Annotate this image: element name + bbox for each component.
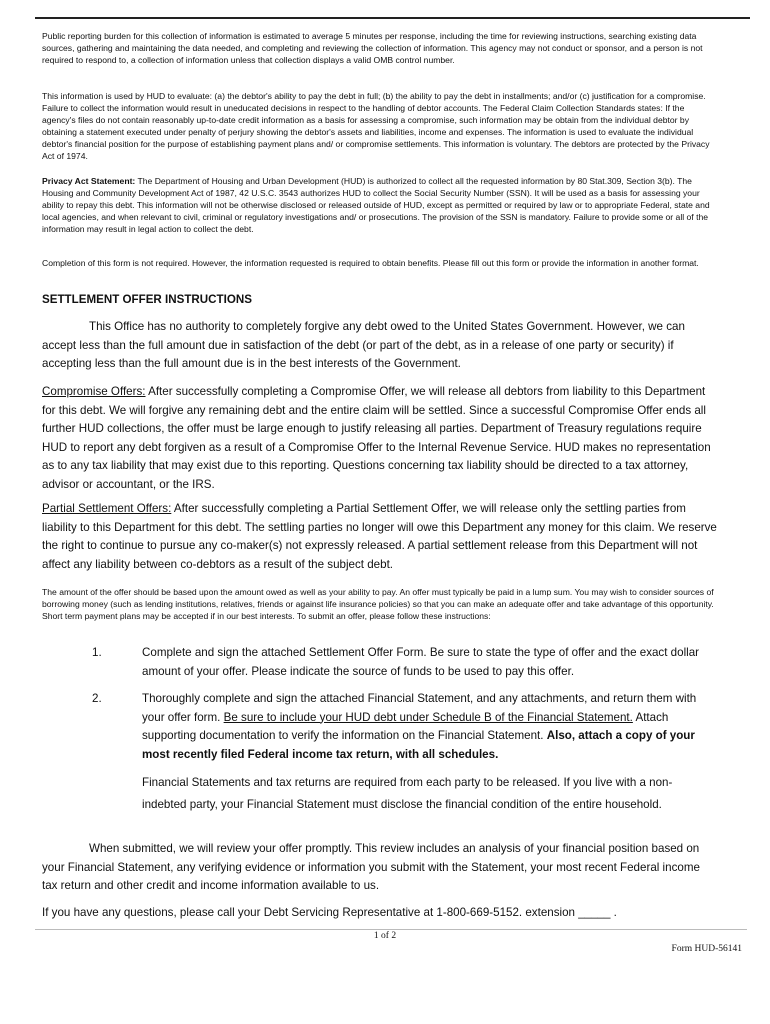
step-2-number: 2. — [92, 692, 102, 705]
burden-notice: Public reporting burden for this collection of information is estimated to average 5 minutes per response, including the time for reviewing instructions, searching existing data sources, gathering and maintaining the data needed, and completing and reviewing the collection of information. This agency may not conduct or sponsor, and a person is not required to respond to, a collection of information unless that collection displays a valid OMB control number. — [42, 31, 703, 65]
step-2-text — [142, 690, 702, 764]
step-1-text: Complete and sign the attached Settlement Offer Form. Be sure to state the type of offer and the exact dollar amount of your offer. Please indicate the source of funds to be used to pay this offer. — [142, 646, 700, 678]
form-number: Form HUD-56141 — [671, 944, 742, 954]
step-2-bold: Also, attach a copy of your most recently filed Federal income tax return, with all schedules. — [142, 729, 695, 761]
compromise-offers-label: Compromise Offers: — [42, 385, 146, 398]
privacy-act-text: The Department of Housing and Urban Development (HUD) is authorized to collect all the requested information by 80 Stat.309, Section 3(b). The Housing and Community Development Act of 1987, 42 U.S.C. 3543 authorizes HUD to collect the Social Security Number (SSN). It will be used as a basis for assessing your ability to repay this debt. This information will not be otherwise disclosed or released outside of HUD, except as permitted or required by law or to appropriate Federal, state and local agencies, and when relevant to civil, criminal or regulatory investigations and/ or prosecutions. The provision of the SSN is mandatory. Failure to provide some or all of the information may result in legal action to collect the debt. — [42, 176, 710, 234]
contact-line: If you have any questions, please call your Debt Servicing Representative at 1-800-669-5152. extension _____ . — [42, 906, 617, 919]
page-number: 1 of 2 — [373, 931, 397, 941]
partial-settlement-paragraph — [42, 500, 718, 574]
step-2-text-part: Thoroughly complete and sign the attached Financial Statement, and any attachments, and return them with your offer form. — [142, 692, 697, 724]
step-1-number: 1. — [92, 646, 102, 659]
privacy-act-statement — [42, 175, 718, 235]
step-2-note: Financial Statements and tax returns are required from each party to be released. If you live with a non-indebted party, your Financial Statement must disclose the financial condition of the entire household. — [142, 776, 673, 811]
compromise-offers-paragraph — [42, 383, 718, 494]
offer-amount-paragraph: The amount of the offer should be based upon the amount owed as well as your ability to pay. An offer must typically be paid in a lump sum. You may wish to consider sources of borrowing money (such as lending institutions, relatives, friends or against life insurance policies) so that you can make an adequate offer and take advantage of this opportunity. Short term payment plans may be accepted if in our best interests. To submit an offer, please follow these instructions: — [42, 587, 714, 621]
partial-settlement-label: Partial Settlement Offers: — [42, 502, 172, 515]
footer-rule — [35, 929, 747, 930]
intro-paragraph: This Office has no authority to completely forgive any debt owed to the United States Government. However, we can accept less than the full amount due in satisfaction of the debt (or part of the debt, as in a release of one party or security) if accepting less than the full amount due is in the best interests of the Government. — [42, 320, 685, 370]
top-rule — [35, 17, 750, 19]
step-2-text-part: Attach supporting documentation to verify the information on the Financial Statement. — [142, 710, 669, 742]
review-paragraph: When submitted, we will review your offer promptly. This review includes an analysis of your financial position based on your Financial Statement, any verifying evidence or information you submit with the Statement, your most recent Federal income tax return and other credit and income information available to us. — [42, 842, 700, 892]
privacy-act-label: Privacy Act Statement: — [42, 176, 136, 186]
step-2-underlined: Be sure to include your HUD debt under Schedule B of the Financial Statement. — [223, 710, 633, 724]
completion-notice: Completion of this form is not required. However, the information requested is required to obtain benefits. Please fill out this form or provide the information in another format. — [42, 258, 699, 268]
partial-settlement-text: After successfully completing a Partial Settlement Offer, we will release only the settling parties from liability to this Department for this debt. The settling parties no longer will owe this Department any money for this claim. We reserve the right to continue to pursue any co-maker(s) not expressly released. A partial settlement release from this Department will not affect any liability between co-debtors as a result of the subject debt. — [42, 502, 717, 571]
usage-notice: This information is used by HUD to evaluate: (a) the debtor's ability to pay the debt in full; (b) the ability to pay the debt in installments; and/or (c) justification for a compromise. Failure to collect the information would result in uneducated decisions in respect to the handling of debtor accounts. The Federal Claim Collection Standards states: If the agency's files do not contain reasonably up-to-date credit information as a basis for assessing a compromise, such information may be obtain from the individual debtor by obtaining a statement executed under penalty of perjury showing the debtor's assets and liabilities, income and expenses. The information is used to evaluate the individual debtor's financial position for the purpose of establishing payment plans and/ or compromise settlements. This information is voluntary. The debtors are protected by the Privacy Act of 1974. — [42, 91, 710, 161]
section-heading: SETTLEMENT OFFER INSTRUCTIONS — [42, 293, 252, 306]
compromise-offers-text: After successfully completing a Compromise Offer, we will release all debtors from liability to this Department for this debt. We will forgive any remaining debt and the entire claim will be settled. Since a successful Compromise Offer ends all further HUD collections, the offer must be large enough to justify releasing all parties. Department of Treasury regulations require HUD to report any debt forgiven as a result of a Compromise Offer to the Internal Revenue Service. HUD makes no representation as to any tax liability that may exist due to this reporting. Questions concerning tax liability should be directed to a tax attorney, advisor or accountant, or the IRS. — [42, 385, 711, 491]
